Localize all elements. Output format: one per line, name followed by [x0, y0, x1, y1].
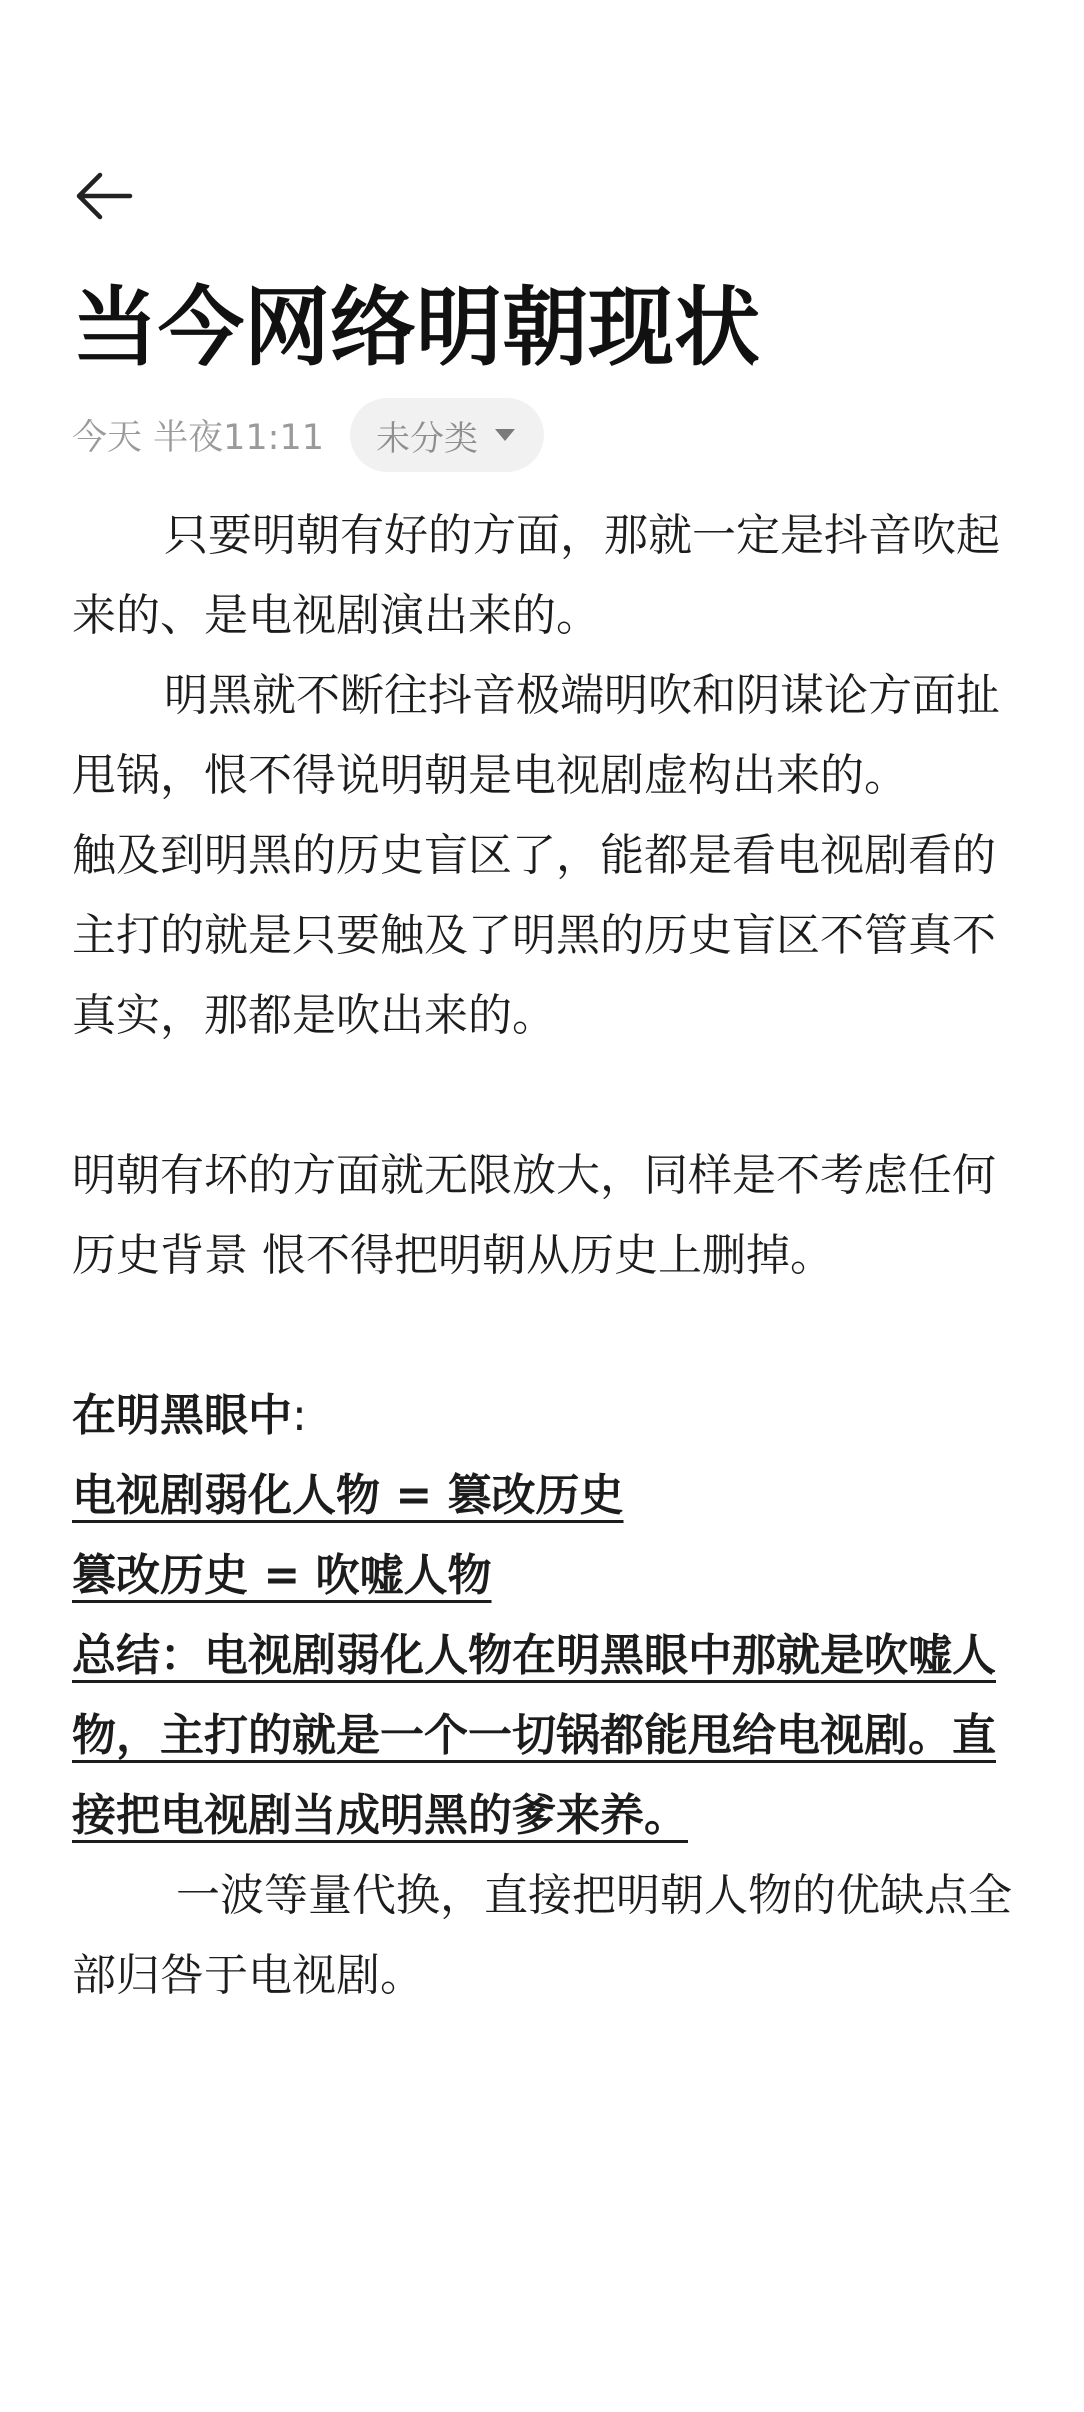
- equation-line: [72, 1456, 1012, 1536]
- category-dropdown[interactable]: [350, 398, 544, 472]
- note-meta: [72, 398, 544, 472]
- bold-text: 在明黑眼中: [72, 1390, 292, 1441]
- bold-underlined-text: 电视剧弱化人物 = 篡改历史: [72, 1470, 624, 1521]
- bold-underlined-text: 篡改历史 = 吹嘘人物: [72, 1550, 492, 1601]
- paragraph: 明朝有坏的方面就无限放大，同样是不考虑任何历史背景 恨不得把明朝从历史上删掉。: [72, 1150, 996, 1281]
- note-title: 当今网络明朝现状: [72, 278, 760, 378]
- paragraph: 一波等量代换，直接把明朝人物的优缺点全部归咎于电视剧。: [72, 1870, 1012, 2001]
- paragraph: 明黑就不断往抖音极端明吹和阴谋论方面扯甩锅，恨不得说明朝是电视剧虚构出来的。: [72, 670, 1000, 801]
- paragraph: 只要明朝有好的方面，那就一定是抖音吹起来的、是电视剧演出来的。: [72, 510, 1000, 641]
- caret-down-icon: [494, 428, 516, 442]
- category-label: 未分类: [376, 418, 478, 459]
- note-timestamp: 今天 半夜11:11: [72, 418, 324, 458]
- blank-line: [72, 1296, 1012, 1376]
- heading-line: 在明黑眼中:: [72, 1390, 307, 1441]
- paragraph: 触及到明黑的历史盲区了，能都是看电视剧看的主打的就是只要触及了明黑的历史盲区不管真不真实，那都是吹出来的。: [72, 830, 996, 1041]
- note-body[interactable]: [72, 496, 1012, 2016]
- summary-paragraph: 总结：电视剧弱化人物在明黑眼中那就是吹嘘人物，主打的就是一个一切锅都能甩给电视剧。直接把电视剧当成明黑的爹来养。: [72, 1630, 996, 1841]
- equation-line: [72, 1536, 1012, 1616]
- blank-line: [72, 1056, 1012, 1136]
- back-arrow-icon: [74, 171, 134, 221]
- back-button[interactable]: [66, 158, 142, 234]
